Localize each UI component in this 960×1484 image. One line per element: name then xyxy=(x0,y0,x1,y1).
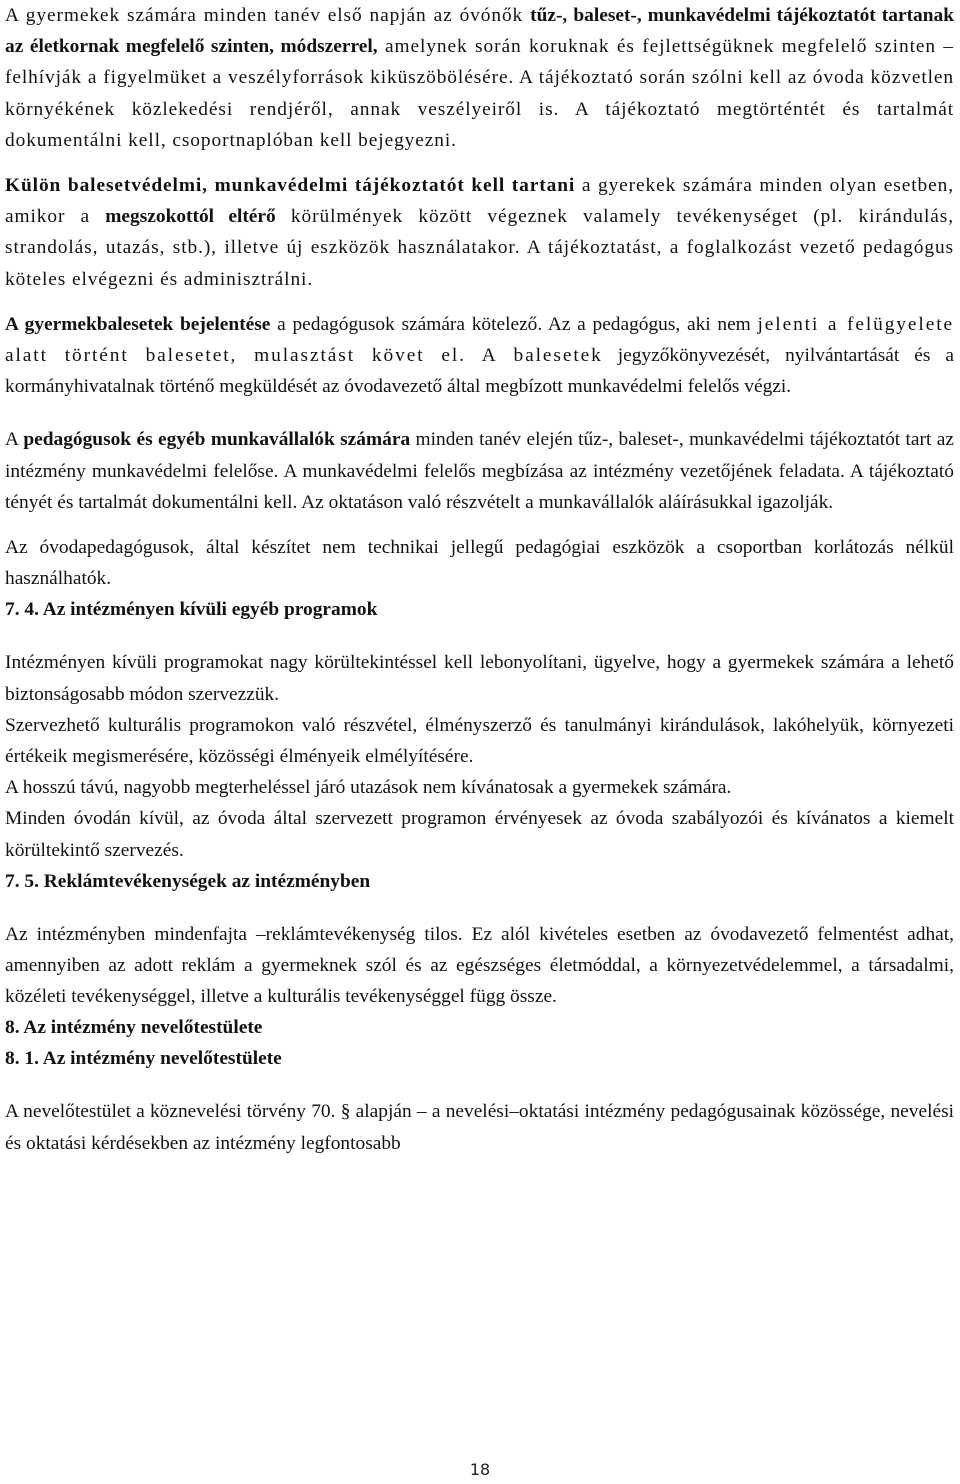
bold-text: pedagógusok és egyéb munkavállalók számára xyxy=(23,429,411,451)
paragraph-staff-briefing xyxy=(5,424,954,518)
text: minden tanév elején tűz-, baleset-, munkavédelmi tájékoztatót tart az intézmény munkavédelmi felelőse. A munkavédelmi felelős megbízása az intézmény vezetőjének feladata. A tájékoztató tényét és tartalmát dokumentálni kell. Az oktatáson való részvételt a munkavállalók aláírásukkal igazolják. xyxy=(5,429,954,513)
page-number: 18 xyxy=(469,1460,491,1479)
paragraph-teaching-staff: A nevelőtestület a köznevelési törvény 70. § alapján – a nevelési–oktatási intézmény pedagógusainak közössége, nevelési és oktatási kérdésekben az intézmény legfontosabb xyxy=(5,1101,954,1154)
text: A gyermekek számára minden tanév első napján az óvónők xyxy=(5,5,531,26)
text: A xyxy=(5,429,24,451)
section-heading-8: 8. Az intézmény nevelőtestülete xyxy=(5,1017,263,1039)
text: a gyerekek számára minden olyan esetben, amikor a xyxy=(5,175,954,228)
section-heading-8-1: 8. 1. Az intézmény nevelőtestülete xyxy=(5,1048,282,1070)
section-heading-7-4: 7. 4. Az intézményen kívüli egyéb programok xyxy=(5,599,378,621)
paragraph-child-safety-briefing xyxy=(5,0,954,156)
paragraph-external-programs: Intézményen kívüli programokat nagy körültekintéssel kell lebonyolítani, ügyelve, hogy a gyermekek számára a lehető biztonságosabb módon szervezzük. xyxy=(5,652,954,705)
paragraph-tools: Az óvodapedagógusok, által készítet nem technikai jellegű pedagógiai eszközök a csoportban korlátozás nélkül használhatók. xyxy=(5,537,954,590)
bold-text: Külön balesetvédelmi, munkavédelmi tájékoztatót kell tartani xyxy=(5,175,576,197)
text: jelenti a felügyelete alatt történt balesetet, mulasztást követ el. A balesetek xyxy=(5,313,954,367)
text: a pedagógusok számára kötelező. Az a pedagógus, aki nem xyxy=(270,313,758,335)
paragraph-accident-reporting xyxy=(5,309,954,403)
paragraph-advertising: Az intézményben mindenfajta –reklámtevékenység tilos. Ez alól kivételes esetben az óvodavezető felmentést adhat, amennyiben az adott reklám a gyermeknek szól és az egészséges életmóddal, a környezetvédelemmel, a társadalmi, közéleti tevékenységgel, illetve a kulturális tevékenységgel függ össze. xyxy=(5,923,954,1008)
bold-text: megszokottól eltérő xyxy=(105,206,276,228)
document-page xyxy=(5,0,954,1159)
text: amelynek során koruknak és fejlettségüknek megfelelő szinten – felhívják a figyelmüket a veszélyforrások kiküszöbölésére. A tájékoztató során szólni kell az óvoda közvetlen környékének közlekedési rendjéről, annak veszélyeiről is. A tájékoztató megtörténtét és tartalmát dokumentálni kell, csoportnaplóban kell bejegyezni. xyxy=(5,36,954,151)
paragraph-long-trips: A hosszú távú, nagyobb megterheléssel járó utazások nem kívánatosak a gyermekek számára. xyxy=(5,777,732,799)
bold-text: tűz-, baleset-, munkavédelmi tájékoztatót tartanak az életkornak megfelelő szinten, módszerrel, xyxy=(5,5,954,58)
paragraph-rules: Minden óvodán kívül, az óvoda által szervezett programon érvényesek az óvoda szabályozói és kívánatos a kiemelt körültekintő szervezés. xyxy=(5,808,954,861)
bold-text: A gyermekbalesetek bejelentése xyxy=(5,313,271,335)
section-heading-7-5: 7. 5. Reklámtevékenységek az intézményben xyxy=(5,870,371,892)
paragraph-special-briefing xyxy=(5,170,954,295)
text: jegyzőkönyvezését, nyilvántartását és a kormányhivatalnak történő megküldését az óvodavezető által megbízott munkavédelmi felelős végzi. xyxy=(5,345,954,398)
text: körülmények között végeznek valamely tevékenységet (pl. kirándulás, strandolás, utazás, stb.), illetve új eszközök használatakor. A tájékoztatást, a foglalkozást vezető pedagógus köteles elvégezni és adminisztrálni. xyxy=(5,206,954,290)
paragraph-cultural-programs: Szervezhető kulturális programokon való részvétel, élményszerző és tanulmányi kirándulások, lakóhelyük, környezeti értékeik megismerésére, közösségi élményeik elmélyítésére. xyxy=(5,714,954,768)
